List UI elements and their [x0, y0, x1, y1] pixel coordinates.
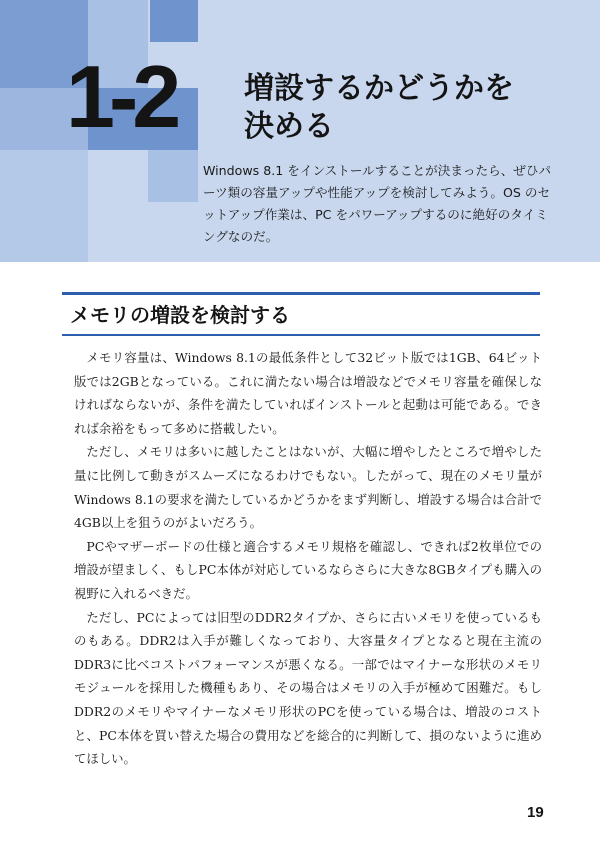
body-paragraph: メモリ容量は、Windows 8.1の最低条件として32ビット版では1GB、64ビット版では2GBとなっている。これに満たない場合は増設などでメモリ容量を確保しなければならないが、条件を満たしていればインストールと起動は可能である。できれば余裕をもって多めに搭載したい。 — [74, 350, 542, 436]
lead-paragraph: Windows 8.1 をインストールすることが決まったら、ぜひパーツ類の容量アップや性能アップを検討してみよう。OS のセットアップ作業は、PC をパワーアップするのに絶好のタイミングなのだ。 — [203, 163, 552, 244]
body-paragraph: ただし、メモリは多いに越したことはないが、大幅に増やしたところで増やした量に比例して動きがスムーズになるわけでもない。したがって、現在のメモリ量がWindows 8.1の要求を満たしているかどうかをまず判断し、増設する場合は合計で4GB以上を狙うのがよいだろう。 — [74, 444, 542, 531]
section-heading-box — [62, 292, 540, 336]
body-paragraph: PCやマザーボードの仕様と適合するメモリ規格を確認し、できれば2枚単位での増設が望ましく、もしPC本体が対応しているならさらに大きな8GBタイプも購入の視野に入れるべきだ。 — [74, 538, 542, 601]
decorative-square — [148, 150, 198, 202]
chapter-title-line2: 決める — [244, 109, 334, 144]
chapter-title — [244, 70, 514, 146]
chapter-number: 1-2 — [66, 47, 176, 146]
chapter-title-line1: 増設するかどうかを — [244, 71, 514, 106]
chapter-header — [0, 0, 600, 262]
page-number: 19 — [527, 804, 544, 821]
body-text — [74, 346, 542, 771]
decorative-square — [0, 150, 88, 262]
decorative-square — [150, 0, 198, 42]
body-paragraph: ただし、PCによっては旧型のDDR2タイプか、さらに古いメモリを使っているものもある。DDR2は入手が難しくなっており、大容量タイプとなると現在主流のDDR3に比べコストパフォーマンスが悪くなる。一部ではマイナーな形状のメモリモジュールを採用した機種もあり、その場合はメモリの入手が極めて困難だ。もしDDR2のメモリやマイナーなメモリ形状のPCを使っている場合は、増設のコストと、PC本体を買い替えた場合の費用などを総合的に判断して、損のないように進めてほしい。 — [74, 609, 542, 767]
section-title: メモリの増設を検討する — [70, 303, 290, 327]
